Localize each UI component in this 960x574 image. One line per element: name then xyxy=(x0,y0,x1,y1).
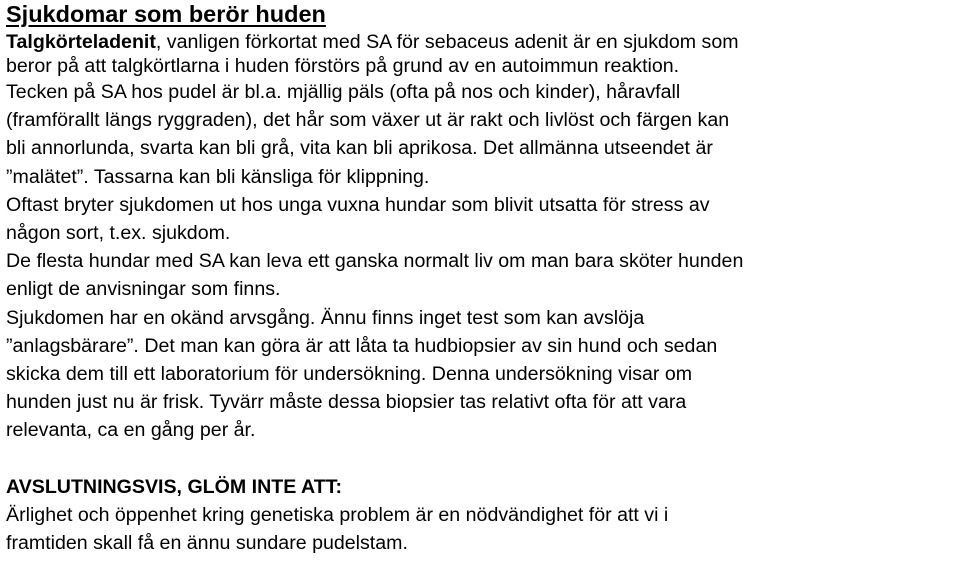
intro-line-1 xyxy=(6,31,958,55)
intro-line-1-text: , vanligen förkortat med SA för sebaceus adenit är en sjukdom som xyxy=(155,31,739,53)
page-title: Sjukdomar som berör huden xyxy=(6,1,326,27)
paragraph-onset xyxy=(6,191,958,247)
text-line: ”anlagsbärare”. Det man kan göra är att låta ta hudbiopsier av sin hund och sedan xyxy=(6,334,718,357)
blank-line xyxy=(6,445,958,473)
body-text xyxy=(6,78,958,445)
paragraph-living xyxy=(6,247,958,303)
text-line: enligt de anvisningar som finns. xyxy=(6,278,281,301)
text-line: De flesta hundar med SA kan leva ett ganska normalt liv om man bara sköter hunden xyxy=(6,250,744,273)
paragraph-heredity xyxy=(6,304,958,445)
intro-line-2: beror på att talgkörtlarna i huden förstörs på grund av en autoimmun reaktion. xyxy=(6,54,680,77)
text-line: Tecken på SA hos pudel är bl.a. mjällig päls (ofta på nos och kinder), håravfall xyxy=(6,81,681,103)
text-line: ”malätet”. Tassarna kan bli känsliga för klippning. xyxy=(6,165,430,188)
intro-term: Talgkörteladenit xyxy=(6,31,156,53)
intro-paragraph xyxy=(6,31,958,78)
closing-paragraph xyxy=(6,501,958,557)
closing-heading: AVSLUTNINGSVIS, GLÖM INTE ATT: xyxy=(6,475,342,498)
text-line: bli annorlunda, svarta kan bli grå, vita kan bli aprikosa. Det allmänna utseendet är xyxy=(6,137,713,160)
text-line: Oftast bryter sjukdomen ut hos unga vuxna hundar som blivit utsatta för stress av xyxy=(6,193,710,216)
document-page xyxy=(6,0,958,557)
text-line: skicka dem till ett laboratorium för undersökning. Denna undersökning visar om xyxy=(6,363,693,386)
text-line: framtiden skall få en ännu sundare pudelstam. xyxy=(6,532,408,555)
text-line: hunden just nu är frisk. Tyvärr måste dessa biopsier tas relativt ofta för att vara xyxy=(6,391,687,414)
text-line: någon sort, t.ex. sjukdom. xyxy=(6,222,231,245)
text-line: Sjukdomen har en okänd arvsgång. Ännu finns inget test som kan avslöja xyxy=(6,306,645,329)
text-line: Ärlighet och öppenhet kring genetiska problem är en nödvändighet för att vi i xyxy=(6,503,669,526)
text-line: (framförallt längs ryggraden), det hår som växer ut är rakt och livlöst och färgen kan xyxy=(6,109,730,132)
paragraph-signs xyxy=(6,78,958,191)
text-line: relevanta, ca en gång per år. xyxy=(6,419,256,442)
